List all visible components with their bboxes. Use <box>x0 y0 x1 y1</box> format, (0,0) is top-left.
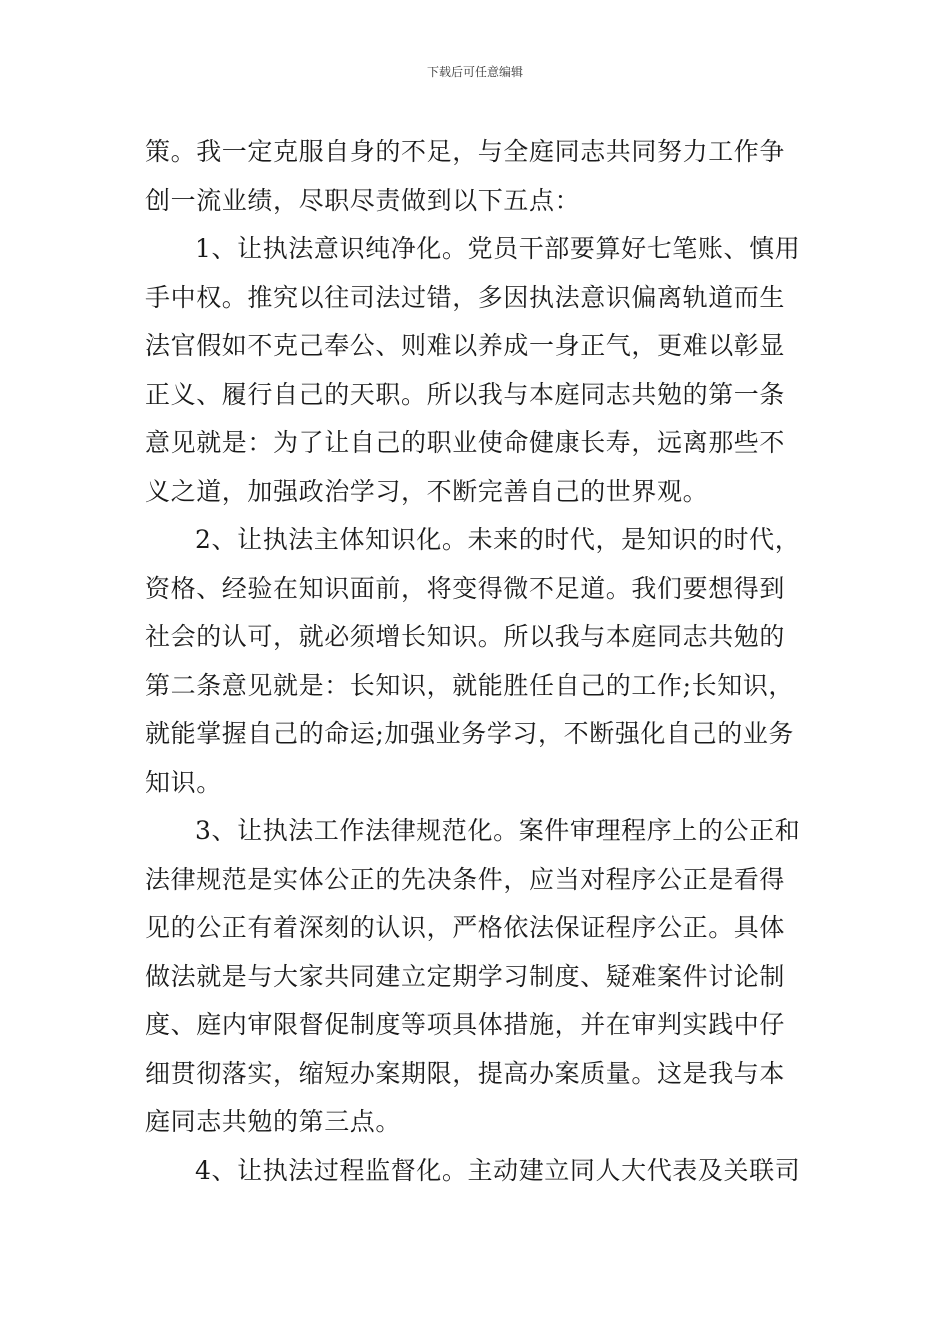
page-header: 下载后可任意编辑 <box>426 65 523 79</box>
text-line: 就能掌握自己的命运;加强业务学习，不断强化自己的业务 <box>145 719 795 748</box>
text-line: 度、庭内审限督促制度等项具体措施，并在审判实践中仔 <box>145 1010 786 1039</box>
paragraph-point-3 <box>145 807 810 1147</box>
text-line: 1、让执法意识纯净化。党员干部要算好七笔账、慎用 <box>195 234 801 263</box>
text-line: 手中权。推究以往司法过错，多因执法意识偏离轨道而生 <box>145 282 786 312</box>
paragraph-continuation <box>145 128 810 225</box>
text-line: 细贯彻落实，缩短办案期限，提高办案质量。这是我与本 <box>145 1058 786 1088</box>
text-line: 做法就是与大家共同建立定期学习制度、疑难案件讨论制 <box>145 961 786 991</box>
text-line: 4、让执法过程监督化。主动建立同人大代表及关联司 <box>195 1155 801 1185</box>
paragraph-point-4 <box>145 1147 810 1196</box>
text-line: 法官假如不克己奉公、则难以养成一身正气，更难以彰显 <box>145 331 786 360</box>
text-line: 见的公正有着深刻的认识，严格依法保证程序公正。具体 <box>145 913 786 942</box>
text-line: 正义、履行自己的天职。所以我与本庭同志共勉的第一条 <box>145 379 786 409</box>
text-line: 创一流业绩，尽职尽责做到以下五点： <box>145 185 581 215</box>
text-line: 第二条意见就是：长知识，就能胜任自己的工作;长知识， <box>145 670 795 700</box>
text-line: 意见就是：为了让自己的职业使命健康长寿，远离那些不 <box>145 428 786 457</box>
text-line: 3、让执法工作法律规范化。案件审理程序上的公正和 <box>195 816 801 845</box>
text-line: 知识。 <box>145 767 222 797</box>
paragraph-point-1 <box>145 225 810 516</box>
text-line: 法律规范是实体公正的先决条件，应当对程序公正是看得 <box>145 864 786 894</box>
text-line: 庭同志共勉的第三点。 <box>145 1107 402 1136</box>
paragraph-point-2 <box>145 516 810 807</box>
document-body <box>145 128 810 1195</box>
text-line: 资格、经验在知识面前，将变得微不足道。我们要想得到 <box>145 573 786 603</box>
text-line: 2、让执法主体知识化。未来的时代，是知识的时代， <box>195 525 801 554</box>
text-line: 策。我一定克服自身的不足，与全庭同志共同努力工作争 <box>145 137 786 166</box>
text-line: 社会的认可，就必须增长知识。所以我与本庭同志共勉的 <box>145 622 786 651</box>
text-line: 义之道，加强政治学习，不断完善自己的世界观。 <box>145 476 709 506</box>
